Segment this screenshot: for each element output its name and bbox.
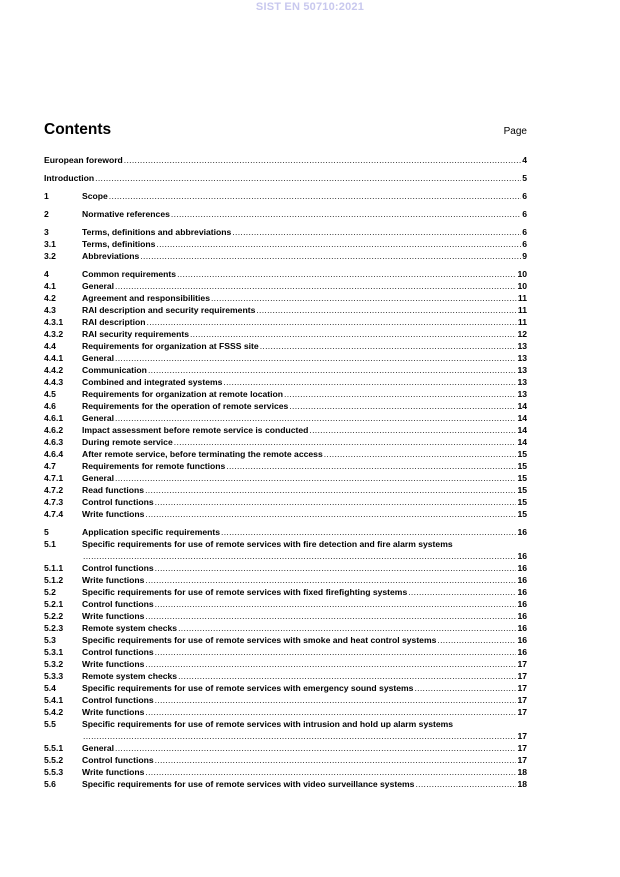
toc-entry-title[interactable]: General (82, 413, 115, 423)
dot-leader (178, 622, 516, 634)
dot-leader (324, 448, 517, 460)
dot-leader (260, 340, 517, 352)
toc-entry-number: 5.3 (44, 635, 56, 645)
toc-entry[interactable] (44, 292, 527, 304)
toc-entry-title[interactable]: During remote service (82, 437, 173, 447)
toc-entry[interactable] (44, 670, 527, 682)
toc-entry-title[interactable]: Specific requirements for use of remote services with fixed firefighting systems (82, 587, 408, 597)
dot-leader (155, 694, 517, 706)
toc-entry-page[interactable]: 11 (517, 305, 527, 315)
toc-entry-page[interactable]: 18 (517, 779, 527, 789)
toc-entry[interactable] (44, 340, 527, 352)
dot-leader (408, 586, 516, 598)
toc-entry-page[interactable]: 14 (517, 401, 527, 411)
toc-entry[interactable] (44, 766, 527, 778)
toc-entry-title[interactable]: Common requirements (82, 269, 177, 279)
toc-entry[interactable] (44, 646, 527, 658)
page-column-label: Page (503, 126, 527, 137)
dot-leader (174, 436, 517, 448)
dot-leader (145, 574, 516, 586)
toc-entry[interactable] (44, 412, 527, 424)
toc-entry[interactable] (44, 154, 527, 166)
toc-entry-number: 5.1.1 (44, 563, 64, 573)
toc-entry-page[interactable]: 15 (517, 449, 527, 459)
dot-leader (147, 316, 517, 328)
toc-entry-page[interactable]: 16 (517, 551, 527, 561)
toc-entry-number: 3.1 (44, 239, 56, 249)
toc-entry-title[interactable]: European foreword (44, 155, 123, 165)
toc-entry-number: 4.7.3 (44, 497, 64, 507)
toc-entry[interactable] (44, 352, 527, 364)
toc-entry-number: 2 (44, 209, 49, 219)
toc-entry-title[interactable]: General (82, 353, 115, 363)
toc-entry-title[interactable]: Requirements for organization at FSSS site (82, 341, 259, 351)
dot-leader (309, 424, 516, 436)
toc-entry-page[interactable]: 17 (517, 683, 527, 693)
toc-entry-page[interactable]: 18 (517, 767, 527, 777)
toc-entry-number: 4.6.2 (44, 425, 64, 435)
dot-leader (155, 754, 517, 766)
dot-leader (148, 364, 517, 376)
toc-entry[interactable] (44, 718, 527, 730)
toc-entry-title[interactable]: General (82, 281, 115, 291)
toc-entry-page[interactable]: 16 (517, 587, 527, 597)
toc-entry[interactable] (44, 694, 527, 706)
toc-entry-title[interactable]: Write functions (82, 659, 145, 669)
dot-leader (140, 250, 521, 262)
toc-entry[interactable] (44, 538, 527, 550)
toc-entry-page[interactable]: 6 (522, 239, 527, 249)
toc-entry-title[interactable]: Write functions (82, 611, 145, 621)
toc-entry-page[interactable]: 16 (517, 623, 527, 633)
dot-leader (226, 460, 516, 472)
toc-entry-page[interactable]: 4 (522, 155, 527, 165)
toc-entry[interactable] (44, 610, 527, 622)
toc-entry-title[interactable]: Control functions (82, 563, 154, 573)
dot-leader (115, 472, 516, 484)
toc-entry-number: 4 (44, 269, 49, 279)
toc-entry-number: 5.5.1 (44, 743, 64, 753)
toc-entry-number: 4.4.1 (44, 353, 64, 363)
toc-entry[interactable] (44, 400, 527, 412)
dot-leader (83, 550, 516, 562)
toc-entry[interactable] (44, 526, 527, 538)
toc-entry-page[interactable]: 13 (517, 365, 527, 375)
toc-entry-number: 5.2 (44, 587, 56, 597)
dot-leader (178, 670, 516, 682)
toc-entry-title[interactable]: Agreement and responsibilities (82, 293, 210, 303)
toc-entry-page[interactable]: 14 (517, 425, 527, 435)
toc-entry[interactable] (44, 316, 527, 328)
dot-leader (145, 508, 516, 520)
toc-entry[interactable] (44, 448, 527, 460)
toc-entry-number: 5.1 (44, 539, 56, 549)
toc-entry-page[interactable]: 16 (517, 611, 527, 621)
toc-entry[interactable] (44, 586, 527, 598)
toc-entry-page[interactable]: 13 (517, 377, 527, 387)
toc-entry-number: 4.4.3 (44, 377, 64, 387)
dot-leader (437, 634, 516, 646)
toc-entry-title[interactable]: Combined and integrated systems (82, 377, 223, 387)
dot-leader (115, 412, 516, 424)
toc-entry-number: 5.2.1 (44, 599, 64, 609)
toc-entry-continuation (44, 730, 527, 742)
toc-entry[interactable] (44, 280, 527, 292)
dot-leader (109, 190, 521, 202)
toc-entry-title[interactable]: Impact assessment before remote service is conducted (82, 425, 309, 435)
toc-entry-title[interactable]: Remote system checks (82, 671, 178, 681)
toc-entry[interactable] (44, 460, 527, 472)
toc-entry-page[interactable]: 17 (517, 743, 527, 753)
toc-entry-title[interactable]: Control functions (82, 497, 154, 507)
toc-entry-title[interactable]: Requirements for organization at remote location (82, 389, 284, 399)
toc-entry[interactable] (44, 436, 527, 448)
toc-entry-title[interactable]: Control functions (82, 599, 154, 609)
dot-leader (177, 268, 516, 280)
dot-leader (256, 304, 517, 316)
toc-entry-continuation (44, 550, 527, 562)
toc-entry-title[interactable]: Requirements for the operation of remote services (82, 401, 289, 411)
dot-leader (414, 682, 516, 694)
dot-leader (284, 388, 516, 400)
toc-entry[interactable] (44, 658, 527, 670)
toc-entry-number: 4.4 (44, 341, 56, 351)
toc-entry-title[interactable]: Control functions (82, 647, 154, 657)
toc-entry-title[interactable]: After remote service, before terminating the remote access (82, 449, 323, 459)
toc-entry-number: 4.7 (44, 461, 56, 471)
toc-entry-title[interactable]: Abbreviations (82, 251, 140, 261)
toc-entry-number: 5.1.2 (44, 575, 64, 585)
toc-entry-number: 4.7.4 (44, 509, 64, 519)
toc-entry-title[interactable]: Terms, definitions and abbreviations (82, 227, 232, 237)
toc-entry-number: 4.6.1 (44, 413, 64, 423)
toc-entry-title[interactable]: General (82, 743, 115, 753)
toc-entry-title[interactable]: Write functions (82, 707, 145, 717)
toc-entry-number: 4.5 (44, 389, 56, 399)
toc-entry-page[interactable]: 16 (517, 575, 527, 585)
toc-entry-title[interactable]: Write functions (82, 509, 145, 519)
toc-entry-title[interactable]: RAI security requirements (82, 329, 189, 339)
toc-entry-title[interactable]: Terms, definitions (82, 239, 156, 249)
dot-leader (232, 226, 521, 238)
table-of-contents (44, 154, 527, 790)
toc-entry-title[interactable]: Control functions (82, 755, 154, 765)
toc-entry-number: 5.4.2 (44, 707, 64, 717)
dot-leader (223, 376, 516, 388)
dot-leader (155, 496, 517, 508)
toc-entry[interactable] (44, 268, 527, 280)
toc-entry-title[interactable]: Specific requirements for use of remote services with intrusion and hold up alarm systems (82, 719, 454, 729)
toc-entry[interactable] (44, 706, 527, 718)
dot-leader (155, 598, 517, 610)
dot-leader (156, 238, 521, 250)
toc-entry-page[interactable]: 15 (517, 473, 527, 483)
toc-entry[interactable] (44, 622, 527, 634)
toc-entry-title[interactable]: Normative references (82, 209, 170, 219)
toc-entry-page[interactable]: 16 (517, 599, 527, 609)
toc-entry-number: 4.7.2 (44, 485, 64, 495)
toc-entry-number: 4.2 (44, 293, 56, 303)
toc-entry-page[interactable]: 6 (522, 209, 527, 219)
toc-entry[interactable] (44, 190, 527, 202)
toc-entry[interactable] (44, 250, 527, 262)
dot-leader (95, 172, 521, 184)
toc-entry-number: 4.3.2 (44, 329, 64, 339)
toc-entry-number: 5.3.1 (44, 647, 64, 657)
toc-entry-title[interactable]: Read functions (82, 485, 145, 495)
toc-entry-page[interactable]: 16 (517, 563, 527, 573)
toc-entry[interactable] (44, 472, 527, 484)
toc-entry[interactable] (44, 376, 527, 388)
toc-entry[interactable] (44, 328, 527, 340)
dot-leader (145, 610, 516, 622)
toc-entry-page[interactable]: 17 (517, 695, 527, 705)
toc-entry-number: 4.6 (44, 401, 56, 411)
toc-entry[interactable] (44, 682, 527, 694)
toc-entry-number: 4.4.2 (44, 365, 64, 375)
dot-leader (115, 280, 516, 292)
toc-entry-page[interactable]: 6 (522, 227, 527, 237)
toc-entry-page[interactable]: 15 (517, 497, 527, 507)
toc-entry-number: 5.5.2 (44, 755, 64, 765)
toc-entry-number: 1 (44, 191, 49, 201)
toc-entry-page[interactable]: 17 (517, 659, 527, 669)
dot-leader (83, 730, 516, 742)
toc-entry[interactable] (44, 598, 527, 610)
toc-entry-number: 4.6.3 (44, 437, 64, 447)
dot-leader (171, 208, 521, 220)
toc-entry-number: 4.6.4 (44, 449, 64, 459)
toc-entry-title[interactable]: Specific requirements for use of remote services with fire detection and fire alarm systems (82, 539, 453, 549)
toc-entry-page[interactable]: 9 (522, 251, 527, 261)
toc-entry-title[interactable]: Requirements for remote functions (82, 461, 226, 471)
toc-entry[interactable] (44, 388, 527, 400)
dot-leader (155, 562, 517, 574)
dot-leader (289, 400, 516, 412)
toc-entry-title[interactable]: Introduction (44, 173, 95, 183)
dot-leader (415, 778, 516, 790)
toc-entry-title[interactable]: Remote system checks (82, 623, 178, 633)
toc-entry-title[interactable]: Application specific requirements (82, 527, 221, 537)
toc-entry-number: 5.4.1 (44, 695, 64, 705)
toc-entry-page[interactable]: 17 (517, 707, 527, 717)
dot-leader (124, 154, 521, 166)
toc-entry-number: 5.2.3 (44, 623, 64, 633)
toc-entry-page[interactable]: 5 (522, 173, 527, 183)
toc-entry[interactable] (44, 562, 527, 574)
dot-leader (145, 484, 516, 496)
toc-entry[interactable] (44, 496, 527, 508)
toc-entry-page[interactable]: 13 (517, 353, 527, 363)
toc-entry[interactable] (44, 226, 527, 238)
toc-entry-page[interactable]: 10 (517, 269, 527, 279)
toc-entry-number: 5.5.3 (44, 767, 64, 777)
toc-entry-title[interactable]: Specific requirements for use of remote services with emergency sound systems (82, 683, 414, 693)
dot-leader (211, 292, 517, 304)
toc-entry-page[interactable]: 10 (517, 281, 527, 291)
document-watermark: SIST EN 50710:2021 (255, 1, 365, 13)
toc-entry-page[interactable]: 14 (517, 413, 527, 423)
toc-entry-number: 5.3.3 (44, 671, 64, 681)
toc-entry[interactable] (44, 508, 527, 520)
toc-entry-title[interactable]: Scope (82, 191, 108, 201)
toc-entry-page[interactable]: 11 (517, 293, 527, 303)
dot-leader (115, 742, 516, 754)
toc-entry-title[interactable]: RAI description (82, 317, 146, 327)
toc-entry[interactable] (44, 208, 527, 220)
toc-entry-number: 5.3.2 (44, 659, 64, 669)
toc-entry-title[interactable]: Write functions (82, 767, 145, 777)
toc-entry[interactable] (44, 364, 527, 376)
toc-entry-number: 5.2.2 (44, 611, 64, 621)
toc-entry-page[interactable]: 15 (517, 461, 527, 471)
toc-entry-number: 4.1 (44, 281, 56, 291)
toc-entry-page[interactable]: 6 (522, 191, 527, 201)
toc-entry-page[interactable]: 12 (517, 329, 527, 339)
toc-entry-number: 3.2 (44, 251, 56, 261)
dot-leader (115, 352, 516, 364)
toc-entry-number: 4.3.1 (44, 317, 64, 327)
toc-entry-page[interactable]: 15 (517, 509, 527, 519)
toc-entry[interactable] (44, 172, 527, 184)
toc-entry-page[interactable]: 17 (517, 671, 527, 681)
toc-entry[interactable] (44, 778, 527, 790)
toc-entry-title[interactable]: Specific requirements for use of remote services with video surveillance systems (82, 779, 415, 789)
toc-entry-number: 5.6 (44, 779, 56, 789)
dot-leader (145, 706, 516, 718)
toc-entry-title[interactable]: Write functions (82, 575, 145, 585)
page-title: Contents (44, 121, 112, 138)
toc-entry[interactable] (44, 754, 527, 766)
toc-entry[interactable] (44, 304, 527, 316)
toc-entry-number: 5.5 (44, 719, 56, 729)
toc-entry-page[interactable]: 16 (517, 527, 527, 537)
dot-leader (155, 646, 517, 658)
toc-entry-title[interactable]: Communication (82, 365, 147, 375)
toc-entry-page[interactable]: 17 (517, 731, 527, 741)
toc-entry-page[interactable]: 17 (517, 755, 527, 765)
toc-entry-page[interactable]: 15 (517, 485, 527, 495)
toc-entry-page[interactable]: 16 (517, 635, 527, 645)
toc-entry-title[interactable]: Control functions (82, 695, 154, 705)
toc-entry-number: 5 (44, 527, 49, 537)
toc-entry-number: 4.3 (44, 305, 56, 315)
dot-leader (145, 658, 516, 670)
toc-entry-page[interactable]: 11 (517, 317, 527, 327)
contents-heading (44, 121, 527, 143)
toc-entry[interactable] (44, 634, 527, 646)
toc-entry[interactable] (44, 484, 527, 496)
toc-entry[interactable] (44, 238, 527, 250)
toc-entry-title[interactable]: Specific requirements for use of remote services with smoke and heat control systems (82, 635, 437, 645)
toc-entry[interactable] (44, 742, 527, 754)
toc-entry-page[interactable]: 14 (517, 437, 527, 447)
toc-entry[interactable] (44, 574, 527, 586)
toc-entry-number: 3 (44, 227, 49, 237)
toc-entry-page[interactable]: 13 (517, 341, 527, 351)
toc-entry[interactable] (44, 424, 527, 436)
toc-entry-title[interactable]: General (82, 473, 115, 483)
dot-leader (145, 766, 516, 778)
toc-entry-number: 5.4 (44, 683, 56, 693)
toc-entry-page[interactable]: 16 (517, 647, 527, 657)
dot-leader (190, 328, 516, 340)
toc-entry-number: 4.7.1 (44, 473, 64, 483)
toc-entry-page[interactable]: 13 (517, 389, 527, 399)
dot-leader (221, 526, 516, 538)
toc-entry-title[interactable]: RAI description and security requirements (82, 305, 256, 315)
